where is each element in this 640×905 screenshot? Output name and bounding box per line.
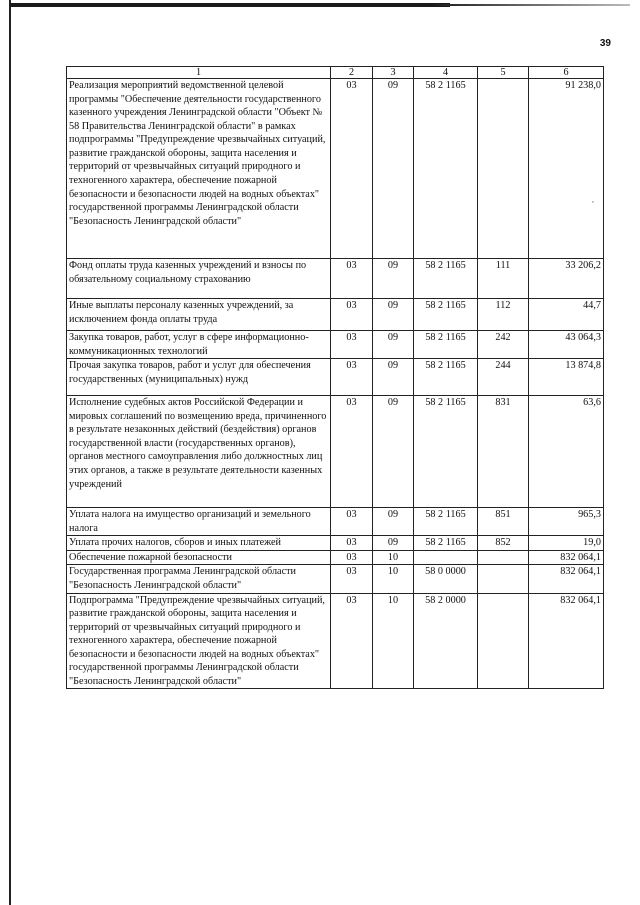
row-name: Прочая закупка товаров, работ и услуг для обеспечения государственных (муниципальных) нужд <box>67 359 331 396</box>
row-section: 03 <box>331 299 373 331</box>
table-row <box>67 299 604 331</box>
scan-top-bar-fade <box>430 4 630 6</box>
row-section: 03 <box>331 359 373 396</box>
row-section: 03 <box>331 565 373 593</box>
row-expense-type: 242 <box>478 331 529 359</box>
row-expense-type <box>478 593 529 689</box>
row-amount: 832 064,1 <box>529 550 604 565</box>
row-subsection: 09 <box>373 299 414 331</box>
row-expense-type <box>478 565 529 593</box>
row-name: Подпрограмма "Предупреждение чрезвычайных ситуаций, развитие гражданской обороны, защита населения и территорий от чрезвычайных ситуаций природного и техногенного характера, обеспечение пожарной безопасности и безопасности людей на водных объектах" государственной программы Ленинградской области "Безопасность Ленинградской области" <box>67 593 331 689</box>
row-amount: 832 064,1 <box>529 593 604 689</box>
row-target-code <box>414 550 478 565</box>
row-amount: 965,3 <box>529 508 604 536</box>
row-target-code: 58 0 0000 <box>414 565 478 593</box>
row-section: 03 <box>331 593 373 689</box>
row-name: Иные выплаты персоналу казенных учреждений, за исключением фонда оплаты труда <box>67 299 331 331</box>
row-expense-type <box>478 79 529 259</box>
row-target-code: 58 2 0000 <box>414 593 478 689</box>
row-name: Реализация мероприятий ведомственной целевой программы "Обеспечение деятельности государственного казенного учреждения Ленинградской области "Объект № 58 Правительства Ленинградской области" в рамках подпрограммы "Предупреждение чрезвычайных ситуаций, развитие гражданской обороны, защита населения и территорий от чрезвычайных ситуаций природного и техногенного характера, обеспечение пожарной безопасности и безопасности людей на водных объектах" государственной программы Ленинградской области "Безопасность Ленинградской области" <box>67 79 331 259</box>
row-target-code: 58 2 1165 <box>414 536 478 551</box>
row-subsection: 09 <box>373 331 414 359</box>
row-target-code: 58 2 1165 <box>414 79 478 259</box>
header-cell: 6 <box>529 67 604 79</box>
table-row <box>67 536 604 551</box>
table-row <box>67 593 604 689</box>
row-expense-type: 852 <box>478 536 529 551</box>
page-number: 39 <box>599 38 611 49</box>
row-subsection: 09 <box>373 79 414 259</box>
scan-speck: , <box>592 195 594 204</box>
table-row <box>67 396 604 508</box>
scan-top-bar <box>10 3 450 7</box>
row-target-code: 58 2 1165 <box>414 508 478 536</box>
row-name: Государственная программа Ленинградской области "Безопасность Ленинградской области" <box>67 565 331 593</box>
header-cell: 4 <box>414 67 478 79</box>
row-name: Уплата прочих налогов, сборов и иных платежей <box>67 536 331 551</box>
budget-table <box>66 66 604 689</box>
row-target-code: 58 2 1165 <box>414 359 478 396</box>
row-amount: 832 064,1 <box>529 565 604 593</box>
table-row <box>67 508 604 536</box>
header-cell: 3 <box>373 67 414 79</box>
row-expense-type: 111 <box>478 259 529 299</box>
row-expense-type: 244 <box>478 359 529 396</box>
row-amount: 43 064,3 <box>529 331 604 359</box>
table-row <box>67 550 604 565</box>
row-section: 03 <box>331 536 373 551</box>
row-target-code: 58 2 1165 <box>414 331 478 359</box>
header-cell: 1 <box>67 67 331 79</box>
table-row <box>67 259 604 299</box>
row-expense-type: 831 <box>478 396 529 508</box>
row-section: 03 <box>331 79 373 259</box>
row-subsection: 09 <box>373 259 414 299</box>
row-subsection: 09 <box>373 508 414 536</box>
row-subsection: 09 <box>373 536 414 551</box>
row-name: Закупка товаров, работ, услуг в сфере информационно-коммуникационных технологий <box>67 331 331 359</box>
row-expense-type: 851 <box>478 508 529 536</box>
row-amount: 91 238,0 <box>529 79 604 259</box>
row-name: Уплата налога на имущество организаций и земельного налога <box>67 508 331 536</box>
row-name: Обеспечение пожарной безопасности <box>67 550 331 565</box>
table-row <box>67 359 604 396</box>
row-section: 03 <box>331 259 373 299</box>
row-section: 03 <box>331 550 373 565</box>
table-header-row <box>67 67 604 79</box>
row-amount: 44,7 <box>529 299 604 331</box>
row-name: Исполнение судебных актов Российской Федерации и мировых соглашений по возмещению вреда, причиненного в результате незаконных действий (бездействия) органов государственной власти (государственных органов), органов местного самоуправления либо должностных лиц этих органов, а также в результате деятельности казенных учреждений <box>67 396 331 508</box>
row-amount: 33 206,2 <box>529 259 604 299</box>
row-subsection: 10 <box>373 593 414 689</box>
table-row <box>67 331 604 359</box>
header-cell: 5 <box>478 67 529 79</box>
row-subsection: 09 <box>373 396 414 508</box>
row-subsection: 10 <box>373 550 414 565</box>
row-subsection: 10 <box>373 565 414 593</box>
scan-left-edge <box>9 0 11 905</box>
row-amount: 19,0 <box>529 536 604 551</box>
row-expense-type <box>478 550 529 565</box>
row-target-code: 58 2 1165 <box>414 396 478 508</box>
header-cell: 2 <box>331 67 373 79</box>
row-target-code: 58 2 1165 <box>414 299 478 331</box>
row-section: 03 <box>331 508 373 536</box>
row-target-code: 58 2 1165 <box>414 259 478 299</box>
row-amount: 63,6 <box>529 396 604 508</box>
table-row <box>67 565 604 593</box>
row-expense-type: 112 <box>478 299 529 331</box>
row-subsection: 09 <box>373 359 414 396</box>
row-section: 03 <box>331 396 373 508</box>
row-name: Фонд оплаты труда казенных учреждений и взносы по обязательному социальному страхованию <box>67 259 331 299</box>
row-amount: 13 874,8 <box>529 359 604 396</box>
table-row <box>67 79 604 259</box>
row-section: 03 <box>331 331 373 359</box>
